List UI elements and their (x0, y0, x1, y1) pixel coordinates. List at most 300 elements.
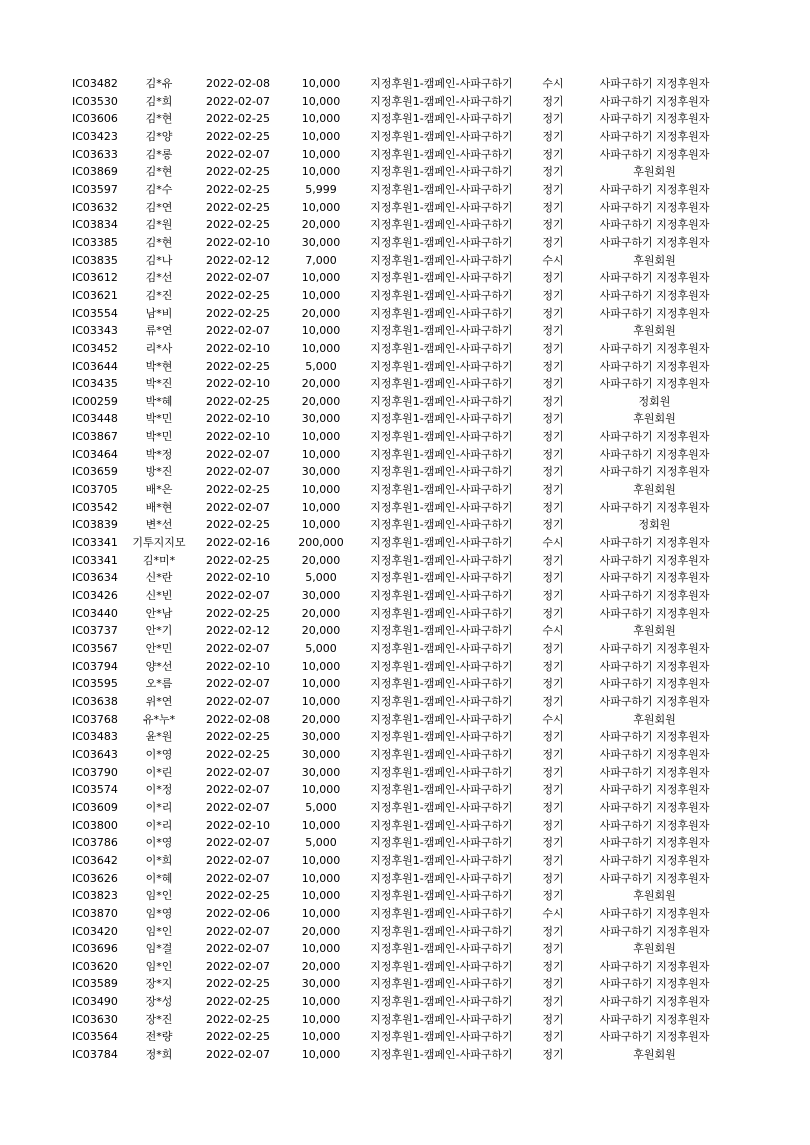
donation-date-cell: 2022-02-06 (206, 906, 270, 920)
donor-category-cell: 사파구하기 지정후원자 (599, 677, 710, 691)
donation-date-cell: 2022-02-07 (206, 694, 270, 708)
donation-date-cell: 2022-02-07 (206, 959, 270, 973)
donor-name-cell: 김*미* (142, 553, 176, 567)
donation-amount-cell: 10,000 (301, 783, 341, 797)
table-row (72, 817, 732, 835)
donor-category-cell: 후원회원 (633, 942, 676, 956)
donation-amount-cell: 10,000 (301, 659, 341, 673)
donor-name-cell: 배*현 (145, 500, 173, 514)
donation-type-cell: 정기 (542, 182, 564, 196)
donation-type-cell: 수시 (542, 77, 564, 90)
donor-category-cell: 사파구하기 지정후원자 (599, 447, 710, 461)
donation-date-cell: 2022-02-12 (206, 624, 270, 638)
campaign-cell: 지정후원1-캠페인-사파구하기 (370, 447, 513, 461)
campaign-cell: 지정후원1-캠페인-사파구하기 (370, 288, 513, 302)
donation-type-cell: 정기 (542, 959, 564, 973)
table-row (72, 463, 732, 481)
campaign-cell: 지정후원1-캠페인-사파구하기 (370, 712, 513, 726)
donor-category-cell: 후원회원 (633, 712, 676, 726)
donor-category-cell: 후원회원 (633, 324, 676, 338)
donation-amount-cell: 10,000 (301, 447, 341, 461)
donation-type-cell: 정기 (542, 288, 564, 302)
donation-amount-cell: 10,000 (301, 430, 341, 444)
donor-id-cell: IC03835 (72, 253, 118, 267)
donor-category-cell: 사파구하기 지정후원자 (599, 341, 710, 355)
campaign-cell: 지정후원1-캠페인-사파구하기 (370, 889, 513, 903)
donor-category-cell: 후원회원 (633, 1048, 676, 1062)
campaign-cell: 지정후원1-캠페인-사파구하기 (370, 642, 513, 655)
donor-name-cell: 임*결 (145, 942, 173, 956)
donor-name-cell: 박*현 (145, 359, 173, 373)
donation-date-cell: 2022-02-16 (206, 536, 270, 550)
donation-date-cell: 2022-02-07 (206, 836, 270, 850)
donor-id-cell: IC03530 (72, 94, 118, 108)
campaign-cell: 지정후원1-캠페인-사파구하기 (370, 112, 513, 126)
donor-id-cell: IC03638 (72, 694, 118, 708)
donation-type-cell: 정기 (542, 518, 564, 532)
donor-id-cell: IC03869 (72, 165, 118, 179)
table-row (72, 75, 732, 93)
table-row (72, 375, 732, 393)
donor-name-cell: 기투지지모 (132, 536, 186, 550)
donation-date-cell: 2022-02-25 (206, 483, 270, 497)
donation-date-cell: 2022-02-07 (206, 447, 270, 461)
table-row (72, 923, 732, 941)
donation-amount-cell: 10,000 (301, 271, 341, 285)
donor-name-cell: 이*혜 (145, 871, 173, 885)
table-row (72, 887, 732, 905)
donor-category-cell: 후원회원 (633, 624, 676, 638)
donor-category-cell: 사파구하기 지정후원자 (599, 306, 710, 320)
donation-date-cell: 2022-02-10 (206, 659, 270, 673)
donor-id-cell: IC00259 (72, 394, 118, 408)
donor-category-cell: 사파구하기 지정후원자 (599, 783, 710, 797)
campaign-cell: 지정후원1-캠페인-사파구하기 (370, 324, 513, 338)
donation-amount-cell: 10,000 (301, 129, 341, 143)
donor-table-body (72, 75, 732, 1064)
donor-name-cell: 김*선 (145, 271, 173, 285)
donor-name-cell: 이*영 (145, 747, 173, 761)
donor-id-cell: IC03423 (72, 129, 118, 143)
donation-type-cell: 정기 (542, 271, 564, 285)
donation-type-cell: 정기 (542, 359, 564, 373)
donation-date-cell: 2022-02-25 (206, 165, 270, 179)
donor-id-cell: IC03867 (72, 430, 118, 444)
donor-name-cell: 안*기 (145, 624, 173, 638)
table-row (72, 428, 732, 446)
campaign-cell: 지정후원1-캠페인-사파구하기 (370, 747, 513, 761)
donor-id-cell: IC03385 (72, 235, 118, 249)
donation-date-cell: 2022-02-07 (206, 271, 270, 285)
donation-type-cell: 정기 (542, 377, 564, 391)
donation-amount-cell: 10,000 (301, 871, 341, 885)
donation-date-cell: 2022-02-07 (206, 924, 270, 938)
donation-date-cell: 2022-02-07 (206, 324, 270, 338)
donor-category-cell: 사파구하기 지정후원자 (599, 642, 710, 655)
donor-id-cell: IC03630 (72, 1012, 118, 1026)
donation-type-cell: 정기 (542, 836, 564, 850)
campaign-cell: 지정후원1-캠페인-사파구하기 (370, 571, 513, 585)
donation-type-cell: 정기 (542, 324, 564, 338)
table-row (72, 393, 732, 411)
table-row (72, 799, 732, 817)
donation-date-cell: 2022-02-07 (206, 765, 270, 779)
donation-amount-cell: 10,000 (301, 677, 341, 691)
donor-category-cell: 사파구하기 지정후원자 (599, 1030, 710, 1044)
donor-name-cell: 장*진 (145, 1012, 173, 1026)
donor-id-cell: IC03642 (72, 853, 118, 867)
donor-name-cell: 리*사 (145, 341, 173, 355)
donor-name-cell: 장*성 (145, 995, 173, 1009)
donation-amount-cell: 10,000 (301, 147, 341, 161)
donor-name-cell: 이*정 (145, 783, 173, 797)
table-row (72, 516, 732, 534)
donation-amount-cell: 10,000 (301, 324, 341, 338)
donor-id-cell: IC03426 (72, 589, 118, 603)
donation-date-cell: 2022-02-10 (206, 571, 270, 585)
campaign-cell: 지정후원1-캠페인-사파구하기 (370, 271, 513, 285)
donor-id-cell: IC03420 (72, 924, 118, 938)
table-row (72, 764, 732, 782)
donor-category-cell: 사파구하기 지정후원자 (599, 818, 710, 832)
donation-amount-cell: 30,000 (301, 747, 341, 761)
table-row (72, 658, 732, 676)
donor-id-cell: IC03597 (72, 182, 118, 196)
donor-id-cell: IC03620 (72, 959, 118, 973)
donation-date-cell: 2022-02-10 (206, 341, 270, 355)
table-row (72, 958, 732, 976)
donation-amount-cell: 20,000 (301, 394, 341, 408)
donor-category-cell: 사파구하기 지정후원자 (599, 659, 710, 673)
table-row (72, 640, 732, 658)
donor-category-cell: 사파구하기 지정후원자 (599, 1012, 710, 1026)
donor-id-cell: IC03490 (72, 995, 118, 1009)
donor-id-cell: IC03564 (72, 1030, 118, 1044)
donation-date-cell: 2022-02-07 (206, 853, 270, 867)
table-row (72, 552, 732, 570)
donation-date-cell: 2022-02-07 (206, 871, 270, 885)
donation-date-cell: 2022-02-12 (206, 253, 270, 267)
campaign-cell: 지정후원1-캠페인-사파구하기 (370, 1030, 513, 1044)
donation-amount-cell: 10,000 (301, 288, 341, 302)
donor-name-cell: 김*희 (145, 94, 173, 108)
donor-id-cell: IC03643 (72, 747, 118, 761)
donor-name-cell: 김*연 (145, 200, 173, 214)
donor-name-cell: 양*선 (145, 659, 173, 673)
donation-date-cell: 2022-02-07 (206, 589, 270, 603)
table-row (72, 870, 732, 888)
donation-date-cell: 2022-02-07 (206, 642, 270, 655)
campaign-cell: 지정후원1-캠페인-사파구하기 (370, 818, 513, 832)
table-row (72, 269, 732, 287)
donation-type-cell: 정기 (542, 747, 564, 761)
donation-type-cell: 정기 (542, 783, 564, 797)
donor-category-cell: 사파구하기 지정후원자 (599, 924, 710, 938)
donation-date-cell: 2022-02-08 (206, 77, 270, 90)
campaign-cell: 지정후원1-캠페인-사파구하기 (370, 218, 513, 232)
donor-category-cell: 사파구하기 지정후원자 (599, 589, 710, 603)
donor-name-cell: 김*유 (145, 77, 173, 90)
campaign-cell: 지정후원1-캠페인-사파구하기 (370, 871, 513, 885)
campaign-cell: 지정후원1-캠페인-사파구하기 (370, 659, 513, 673)
donation-date-cell: 2022-02-25 (206, 182, 270, 196)
table-row (72, 622, 732, 640)
campaign-cell: 지정후원1-캠페인-사파구하기 (370, 341, 513, 355)
campaign-cell: 지정후원1-캠페인-사파구하기 (370, 483, 513, 497)
donor-id-cell: IC03705 (72, 483, 118, 497)
donor-id-cell: IC03452 (72, 341, 118, 355)
campaign-cell: 지정후원1-캠페인-사파구하기 (370, 783, 513, 797)
donation-amount-cell: 20,000 (301, 218, 341, 232)
donation-amount-cell: 10,000 (301, 94, 341, 108)
donation-amount-cell: 10,000 (301, 1012, 341, 1026)
donor-category-cell: 사파구하기 지정후원자 (599, 694, 710, 708)
donation-amount-cell: 30,000 (301, 465, 341, 479)
donation-type-cell: 정기 (542, 977, 564, 991)
donor-name-cell: 박*진 (145, 377, 173, 391)
donation-type-cell: 정기 (542, 995, 564, 1009)
campaign-cell: 지정후원1-캠페인-사파구하기 (370, 430, 513, 444)
donor-name-cell: 오*름 (145, 677, 173, 691)
donor-name-cell: 안*민 (145, 642, 173, 655)
donor-name-cell: 김*롱 (145, 147, 173, 161)
donation-amount-cell: 10,000 (301, 942, 341, 956)
campaign-cell: 지정후원1-캠페인-사파구하기 (370, 235, 513, 249)
donor-id-cell: IC03644 (72, 359, 118, 373)
donor-category-cell: 사파구하기 지정후원자 (599, 465, 710, 479)
donor-id-cell: IC03595 (72, 677, 118, 691)
campaign-cell: 지정후원1-캠페인-사파구하기 (370, 942, 513, 956)
donation-date-cell: 2022-02-10 (206, 412, 270, 426)
donation-amount-cell: 10,000 (301, 165, 341, 179)
donor-name-cell: 윤*원 (145, 730, 173, 744)
donation-type-cell: 수시 (542, 906, 564, 920)
donor-id-cell: IC03483 (72, 730, 118, 744)
table-row (72, 693, 732, 711)
donation-amount-cell: 30,000 (301, 977, 341, 991)
donation-type-cell: 정기 (542, 924, 564, 938)
donation-amount-cell: 10,000 (301, 112, 341, 126)
donor-id-cell: IC03448 (72, 412, 118, 426)
donor-id-cell: IC03341 (72, 553, 118, 567)
table-row (72, 711, 732, 729)
donation-amount-cell: 30,000 (301, 589, 341, 603)
donor-id-cell: IC03574 (72, 783, 118, 797)
donor-id-cell: IC03341 (72, 536, 118, 550)
donor-name-cell: 이*리 (145, 800, 173, 814)
donor-name-cell: 이*린 (145, 765, 173, 779)
donor-category-cell: 사파구하기 지정후원자 (599, 271, 710, 285)
donor-category-cell: 사파구하기 지정후원자 (599, 606, 710, 620)
donor-name-cell: 신*빈 (145, 589, 173, 603)
donor-name-cell: 류*연 (145, 324, 173, 338)
table-row (72, 905, 732, 923)
donation-date-cell: 2022-02-25 (206, 218, 270, 232)
table-row (72, 1046, 732, 1064)
donor-name-cell: 박*혜 (145, 394, 173, 408)
table-row (72, 481, 732, 499)
campaign-cell: 지정후원1-캠페인-사파구하기 (370, 1048, 513, 1062)
donation-amount-cell: 30,000 (301, 730, 341, 744)
campaign-cell: 지정후원1-캠페인-사파구하기 (370, 518, 513, 532)
campaign-cell: 지정후원1-캠페인-사파구하기 (370, 500, 513, 514)
campaign-cell: 지정후원1-캠페인-사파구하기 (370, 606, 513, 620)
donation-type-cell: 정기 (542, 447, 564, 461)
donor-name-cell: 이*영 (145, 836, 173, 850)
campaign-cell: 지정후원1-캠페인-사파구하기 (370, 412, 513, 426)
donation-amount-cell: 20,000 (301, 924, 341, 938)
donor-name-cell: 김*수 (145, 182, 173, 196)
donation-type-cell: 정기 (542, 606, 564, 620)
donation-amount-cell: 10,000 (301, 889, 341, 903)
donor-name-cell: 김*진 (145, 288, 173, 302)
donation-amount-cell: 20,000 (301, 377, 341, 391)
donation-amount-cell: 20,000 (301, 624, 341, 638)
table-row (72, 358, 732, 376)
donation-date-cell: 2022-02-07 (206, 94, 270, 108)
donation-type-cell: 정기 (542, 218, 564, 232)
donation-amount-cell: 10,000 (301, 500, 341, 514)
donor-name-cell: 전*량 (145, 1030, 173, 1044)
campaign-cell: 지정후원1-캠페인-사파구하기 (370, 624, 513, 638)
donor-category-cell: 사파구하기 지정후원자 (599, 959, 710, 973)
donor-id-cell: IC03634 (72, 571, 118, 585)
campaign-cell: 지정후원1-캠페인-사파구하기 (370, 77, 513, 90)
donation-type-cell: 정기 (542, 800, 564, 814)
donation-type-cell: 정기 (542, 394, 564, 408)
donor-name-cell: 배*은 (145, 483, 173, 497)
donor-id-cell: IC03786 (72, 836, 118, 850)
donation-type-cell: 정기 (542, 500, 564, 514)
table-row (72, 1011, 732, 1029)
table-row (72, 587, 732, 605)
donation-type-cell: 정기 (542, 571, 564, 585)
donation-amount-cell: 5,000 (305, 571, 337, 585)
table-row (72, 410, 732, 428)
donation-date-cell: 2022-02-10 (206, 235, 270, 249)
donor-name-cell: 변*선 (145, 518, 173, 532)
donor-name-cell: 김*나 (145, 253, 173, 267)
table-row (72, 110, 732, 128)
donation-type-cell: 정기 (542, 412, 564, 426)
donation-type-cell: 정기 (542, 642, 564, 655)
campaign-cell: 지정후원1-캠페인-사파구하기 (370, 465, 513, 479)
campaign-cell: 지정후원1-캠페인-사파구하기 (370, 1012, 513, 1026)
donor-name-cell: 김*현 (145, 165, 173, 179)
donor-name-cell: 김*현 (145, 112, 173, 126)
donor-category-cell: 사파구하기 지정후원자 (599, 747, 710, 761)
donor-table (72, 75, 732, 1064)
donation-type-cell: 정기 (542, 147, 564, 161)
donation-type-cell: 정기 (542, 1030, 564, 1044)
donor-category-cell: 사파구하기 지정후원자 (599, 871, 710, 885)
table-row (72, 93, 732, 111)
donor-name-cell: 장*지 (145, 977, 173, 991)
donor-id-cell: IC03435 (72, 377, 118, 391)
donor-category-cell: 후원회원 (633, 483, 676, 497)
campaign-cell: 지정후원1-캠페인-사파구하기 (370, 129, 513, 143)
table-row (72, 199, 732, 217)
donation-date-cell: 2022-02-07 (206, 465, 270, 479)
table-row (72, 1028, 732, 1046)
donor-id-cell: IC03609 (72, 800, 118, 814)
donation-type-cell: 정기 (542, 483, 564, 497)
donation-amount-cell: 20,000 (301, 959, 341, 973)
donation-date-cell: 2022-02-25 (206, 1030, 270, 1044)
donation-amount-cell: 5,000 (305, 800, 337, 814)
table-row (72, 993, 732, 1011)
campaign-cell: 지정후원1-캠페인-사파구하기 (370, 377, 513, 391)
table-row (72, 181, 732, 199)
donor-id-cell: IC03632 (72, 200, 118, 214)
donation-type-cell: 수시 (542, 624, 564, 638)
table-row (72, 746, 732, 764)
donor-name-cell: 방*진 (145, 465, 173, 479)
table-row (72, 675, 732, 693)
donor-name-cell: 김*원 (145, 218, 173, 232)
donation-type-cell: 수시 (542, 253, 564, 267)
donor-id-cell: IC03554 (72, 306, 118, 320)
donor-id-cell: IC03794 (72, 659, 118, 673)
table-row (72, 305, 732, 323)
campaign-cell: 지정후원1-캠페인-사파구하기 (370, 94, 513, 108)
donor-category-cell: 후원회원 (633, 253, 676, 267)
table-row (72, 975, 732, 993)
donation-type-cell: 정기 (542, 853, 564, 867)
donor-id-cell: IC03800 (72, 818, 118, 832)
table-row (72, 163, 732, 181)
donation-date-cell: 2022-02-25 (206, 306, 270, 320)
campaign-cell: 지정후원1-캠페인-사파구하기 (370, 995, 513, 1009)
donation-amount-cell: 20,000 (301, 306, 341, 320)
donor-category-cell: 후원회원 (633, 889, 676, 903)
donation-date-cell: 2022-02-08 (206, 712, 270, 726)
donation-amount-cell: 10,000 (301, 1048, 341, 1062)
donation-date-cell: 2022-02-25 (206, 889, 270, 903)
donation-amount-cell: 5,999 (305, 182, 337, 196)
donation-date-cell: 2022-02-07 (206, 500, 270, 514)
donation-type-cell: 정기 (542, 235, 564, 249)
table-row (72, 534, 732, 552)
campaign-cell: 지정후원1-캠페인-사파구하기 (370, 165, 513, 179)
donation-type-cell: 정기 (542, 306, 564, 320)
campaign-cell: 지정후원1-캠페인-사파구하기 (370, 924, 513, 938)
table-row (72, 340, 732, 358)
donor-id-cell: IC03696 (72, 942, 118, 956)
donation-date-cell: 2022-02-07 (206, 677, 270, 691)
donor-name-cell: 김*양 (145, 129, 173, 143)
table-row (72, 852, 732, 870)
donor-id-cell: IC03464 (72, 447, 118, 461)
donor-category-cell: 사파구하기 지정후원자 (599, 182, 710, 196)
donation-date-cell: 2022-02-25 (206, 606, 270, 620)
campaign-cell: 지정후원1-캠페인-사파구하기 (370, 765, 513, 779)
table-row (72, 499, 732, 517)
donation-amount-cell: 10,000 (301, 341, 341, 355)
table-row (72, 605, 732, 623)
donor-category-cell: 사파구하기 지정후원자 (599, 906, 710, 920)
donor-category-cell: 사파구하기 지정후원자 (599, 129, 710, 143)
table-row (72, 728, 732, 746)
donor-name-cell: 박*민 (145, 430, 173, 444)
donation-date-cell: 2022-02-25 (206, 977, 270, 991)
donation-type-cell: 정기 (542, 94, 564, 108)
campaign-cell: 지정후원1-캠페인-사파구하기 (370, 800, 513, 814)
donation-date-cell: 2022-02-25 (206, 200, 270, 214)
donor-name-cell: 신*란 (145, 571, 173, 585)
donation-type-cell: 정기 (542, 871, 564, 885)
donation-type-cell: 정기 (542, 1048, 564, 1062)
